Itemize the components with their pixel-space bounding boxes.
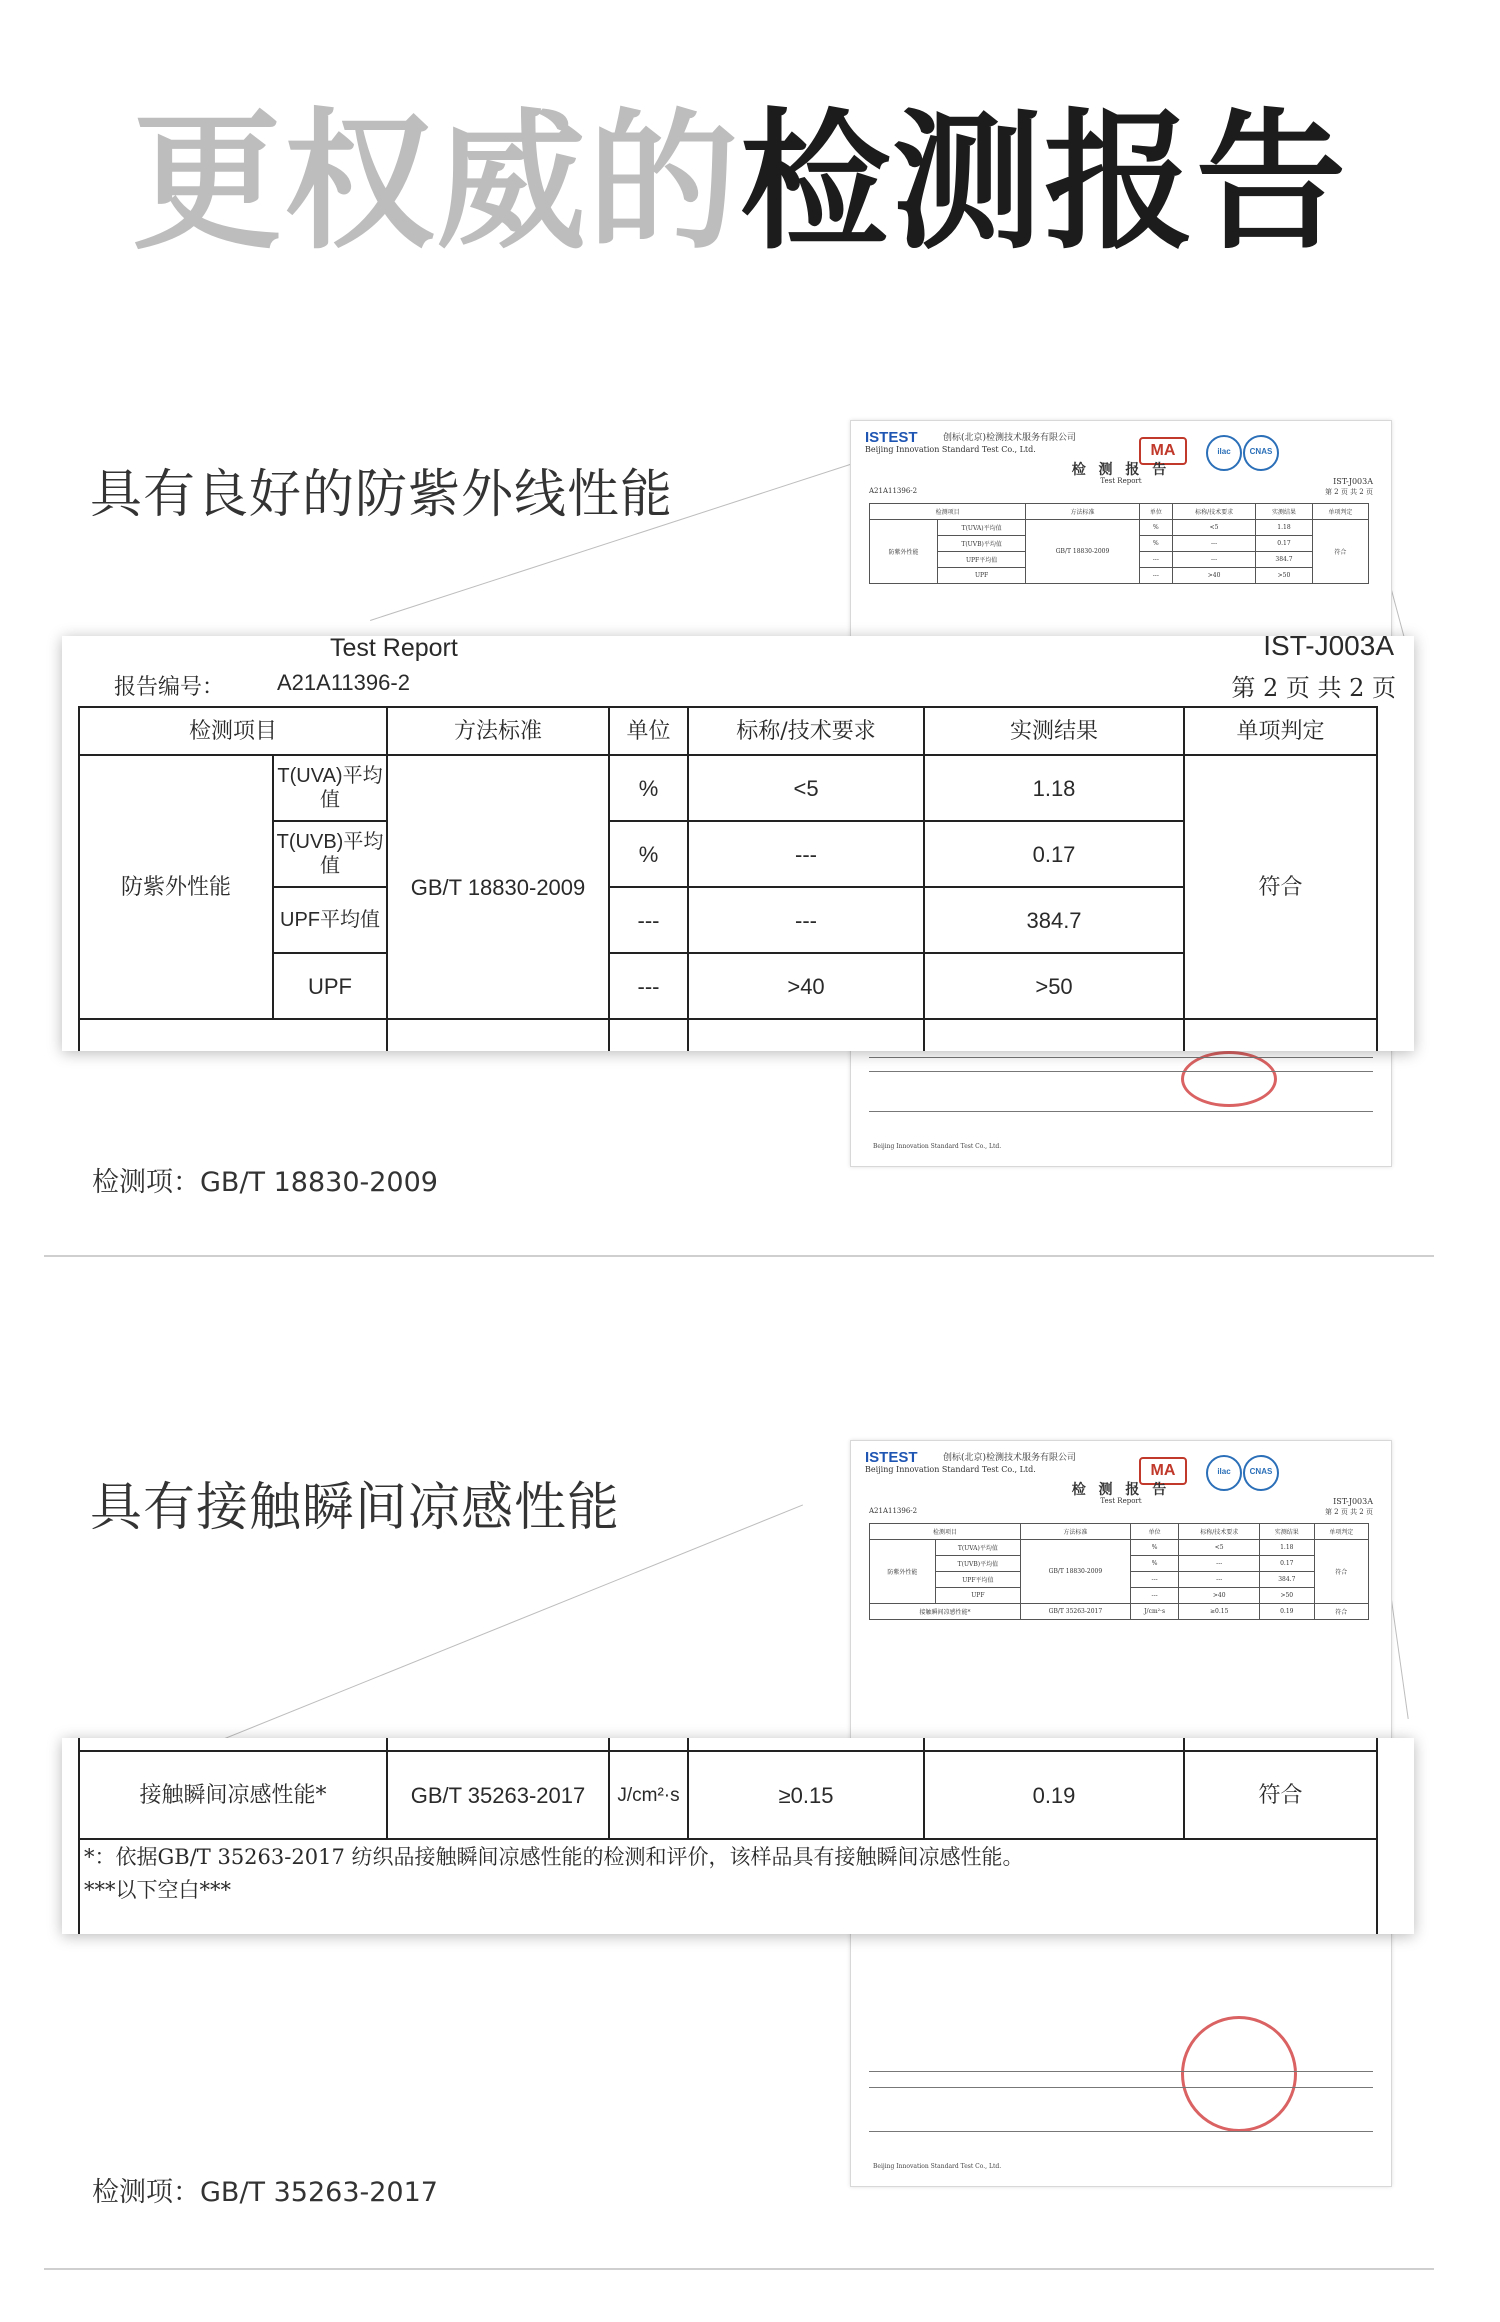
requirement-cell: --- bbox=[688, 821, 924, 887]
method-cell: GB/T 35263-2017 bbox=[387, 1751, 609, 1839]
mini-cell: 接触瞬间凉感性能* bbox=[870, 1604, 1021, 1620]
item-cell: T(UVA)平均值 bbox=[273, 755, 387, 821]
footer-rule bbox=[869, 1111, 1373, 1112]
headline-dark: 检测报告 bbox=[740, 96, 1349, 270]
requirement-cell: --- bbox=[688, 887, 924, 953]
unit-cell: J/cm²·s bbox=[609, 1751, 688, 1839]
mini-cell: 符合 bbox=[1312, 520, 1368, 584]
empty-cell bbox=[924, 1738, 1184, 1751]
uv-result-table bbox=[78, 706, 1378, 1051]
page-info: 第 2 页 共 2 页 bbox=[1231, 674, 1396, 702]
mini-cell: 检测项目 bbox=[870, 504, 1026, 520]
thumb-page: 第 2 页 共 2 页 bbox=[1324, 1508, 1373, 1516]
mini-cell: 标称/技术要求 bbox=[1172, 504, 1256, 520]
mini-cell: 0.19 bbox=[1260, 1604, 1314, 1620]
mini-cell: GB/T 35263-2017 bbox=[1021, 1604, 1131, 1620]
unit-cell: --- bbox=[609, 953, 688, 1019]
mini-cell: UPF bbox=[937, 568, 1025, 584]
mini-cell: T(UVA)平均值 bbox=[937, 520, 1025, 536]
footer-rule bbox=[869, 2087, 1373, 2088]
mini-cell: 防紫外性能 bbox=[870, 520, 938, 584]
mini-cell: --- bbox=[1179, 1556, 1260, 1572]
mini-cell: --- bbox=[1130, 1572, 1179, 1588]
connector-line bbox=[1391, 590, 1405, 639]
mini-cell: % bbox=[1139, 536, 1172, 552]
mini-cell: 标称/技术要求 bbox=[1179, 1524, 1260, 1540]
empty-cell bbox=[609, 1019, 688, 1051]
mini-cell: T(UVA)平均值 bbox=[935, 1540, 1020, 1556]
ma-logo: MA bbox=[1139, 1457, 1187, 1485]
mini-cell: 单项判定 bbox=[1314, 1524, 1368, 1540]
mini-cell: >50 bbox=[1260, 1588, 1314, 1604]
mini-cell: >50 bbox=[1256, 568, 1312, 584]
header-cell: 检测项目 bbox=[79, 707, 387, 755]
section2-title: 具有接触瞬间凉感性能 bbox=[90, 1478, 621, 1538]
mini-cell: UPF平均值 bbox=[935, 1572, 1020, 1588]
header-cell: 单项判定 bbox=[1184, 707, 1377, 755]
category-cell: 防紫外性能 bbox=[79, 755, 273, 1019]
empty-cell bbox=[688, 1019, 924, 1051]
headline-light: 更权威的 bbox=[132, 96, 741, 270]
report-code: IST-J003A bbox=[1263, 636, 1394, 661]
result-cell: 0.19 bbox=[924, 1751, 1184, 1839]
report-no-label: 报告编号： bbox=[114, 675, 225, 700]
thumb-subtitle: Test Report bbox=[1100, 1497, 1142, 1505]
thumb-page: 第 2 页 共 2 页 bbox=[1324, 488, 1373, 496]
mini-cell: --- bbox=[1139, 552, 1172, 568]
thumb-footer: Beijing Innovation Standard Test Co., Ltd. bbox=[873, 1143, 1002, 1150]
judgement-cell: 符合 bbox=[1184, 755, 1377, 1019]
cnas-logo: CNAS bbox=[1243, 1455, 1279, 1491]
empty-cell bbox=[1184, 1019, 1377, 1051]
item-cell: 接触瞬间凉感性能* bbox=[79, 1751, 387, 1839]
requirement-cell: <5 bbox=[688, 755, 924, 821]
brand-cn: 创标(北京)检测技术服务有限公司 bbox=[943, 433, 1077, 443]
thumb-subtitle: Test Report bbox=[1100, 477, 1142, 485]
footer-rule bbox=[869, 2131, 1373, 2132]
mini-cell: 0.17 bbox=[1256, 536, 1312, 552]
mini-cell: 单项判定 bbox=[1312, 504, 1368, 520]
page-headline bbox=[132, 96, 1349, 270]
footer-rule bbox=[869, 1057, 1373, 1058]
mini-cell: 单位 bbox=[1139, 504, 1172, 520]
result-cell: 384.7 bbox=[924, 887, 1184, 953]
mini-cell: --- bbox=[1130, 1588, 1179, 1604]
note-cell bbox=[79, 1839, 1377, 1934]
report-no: A21A11396-2 bbox=[277, 670, 410, 695]
header-cell: 方法标准 bbox=[387, 707, 609, 755]
requirement-cell: >40 bbox=[688, 953, 924, 1019]
mini-cell: T(UVB)平均值 bbox=[937, 536, 1025, 552]
empty-cell bbox=[1184, 1738, 1377, 1751]
mini-cell: J/cm²·s bbox=[1130, 1604, 1179, 1620]
mini-cell: >40 bbox=[1172, 568, 1256, 584]
thumb-table bbox=[869, 503, 1369, 584]
thumb-report-no: A21A11396-2 bbox=[869, 1507, 918, 1515]
section-divider bbox=[44, 1255, 1434, 1257]
thumb-footer: Beijing Innovation Standard Test Co., Ltd. bbox=[873, 2163, 1002, 2170]
mini-cell: 实测结果 bbox=[1256, 504, 1312, 520]
report-zoom-card bbox=[62, 636, 1414, 1051]
mini-cell: 方法标准 bbox=[1021, 1524, 1131, 1540]
section1-title: 具有良好的防紫外线性能 bbox=[90, 465, 674, 525]
mini-cell: ≥0.15 bbox=[1179, 1604, 1260, 1620]
mini-cell: >40 bbox=[1179, 1588, 1260, 1604]
mini-cell: 0.17 bbox=[1260, 1556, 1314, 1572]
footnote: *：依据GB/T 35263-2017 纺织品接触瞬间凉感性能的检测和评价，该样品具有接触瞬间凉感性能。 bbox=[84, 1845, 1024, 1869]
mini-cell: 检测项目 bbox=[870, 1524, 1021, 1540]
result-cell: >50 bbox=[924, 953, 1184, 1019]
thumb-title: 检 测 报 告 bbox=[1071, 1482, 1171, 1498]
official-seal bbox=[1181, 2016, 1297, 2132]
mini-cell: 方法标准 bbox=[1026, 504, 1140, 520]
header-cell: 单位 bbox=[609, 707, 688, 755]
empty-cell bbox=[79, 1019, 387, 1051]
brand-en: Beijing Innovation Standard Test Co., Ltd. bbox=[865, 445, 1036, 454]
requirement-cell: ≥0.15 bbox=[688, 1751, 924, 1839]
mini-cell: 1.18 bbox=[1256, 520, 1312, 536]
mini-cell: 实测结果 bbox=[1260, 1524, 1314, 1540]
brand-en: Beijing Innovation Standard Test Co., Ltd. bbox=[865, 1465, 1036, 1474]
cooling-result-table bbox=[78, 1738, 1378, 1934]
official-seal bbox=[1181, 1051, 1277, 1107]
cnas-logo: CNAS bbox=[1243, 435, 1279, 471]
mini-cell: GB/T 18830-2009 bbox=[1021, 1540, 1131, 1604]
thumb-code: IST-J003A bbox=[1333, 477, 1373, 486]
mini-cell: % bbox=[1130, 1556, 1179, 1572]
header-cell: 标称/技术要求 bbox=[688, 707, 924, 755]
judgement-cell: 符合 bbox=[1184, 1751, 1377, 1839]
blank-marker: ***以下空白*** bbox=[84, 1878, 231, 1902]
ilac-logo: ilac bbox=[1206, 435, 1242, 471]
mini-cell: 384.7 bbox=[1260, 1572, 1314, 1588]
mini-cell: <5 bbox=[1179, 1540, 1260, 1556]
thumb-table bbox=[869, 1523, 1369, 1620]
mini-cell: --- bbox=[1172, 536, 1256, 552]
unit-cell: % bbox=[609, 755, 688, 821]
mini-cell: 符合 bbox=[1314, 1540, 1368, 1604]
section1-check-item: 检测项：GB/T 18830-2009 bbox=[92, 1167, 438, 1198]
footer-rule bbox=[869, 1071, 1373, 1072]
mini-cell: % bbox=[1130, 1540, 1179, 1556]
ilac-logo: ilac bbox=[1206, 1455, 1242, 1491]
item-cell: UPF平均值 bbox=[273, 887, 387, 953]
mini-cell: --- bbox=[1139, 568, 1172, 584]
istest-logo: ISTEST bbox=[865, 1449, 918, 1466]
mini-cell: 384.7 bbox=[1256, 552, 1312, 568]
empty-cell bbox=[688, 1738, 924, 1751]
section2-check-item: 检测项：GB/T 35263-2017 bbox=[92, 2177, 438, 2208]
header-cell: 实测结果 bbox=[924, 707, 1184, 755]
result-cell: 0.17 bbox=[924, 821, 1184, 887]
thumb-code: IST-J003A bbox=[1333, 1497, 1373, 1506]
connector-line bbox=[200, 1505, 803, 1749]
mini-cell: 1.18 bbox=[1260, 1540, 1314, 1556]
report-title-en: Test Report bbox=[330, 636, 458, 662]
unit-cell: % bbox=[609, 821, 688, 887]
thumb-report-no: A21A11396-2 bbox=[869, 487, 918, 495]
section-divider bbox=[44, 2268, 1434, 2270]
istest-logo: ISTEST bbox=[865, 429, 918, 446]
connector-line bbox=[1391, 1600, 1409, 1719]
result-cell: 1.18 bbox=[924, 755, 1184, 821]
empty-cell bbox=[609, 1738, 688, 1751]
mini-cell: % bbox=[1139, 520, 1172, 536]
mini-cell: 单位 bbox=[1130, 1524, 1179, 1540]
brand-cn: 创标(北京)检测技术服务有限公司 bbox=[943, 1453, 1077, 1463]
ma-logo: MA bbox=[1139, 437, 1187, 465]
mini-cell: <5 bbox=[1172, 520, 1256, 536]
mini-cell: UPF平均值 bbox=[937, 552, 1025, 568]
empty-cell bbox=[924, 1019, 1184, 1051]
empty-cell bbox=[387, 1738, 609, 1751]
item-cell: T(UVB)平均值 bbox=[273, 821, 387, 887]
mini-cell: GB/T 18830-2009 bbox=[1026, 520, 1140, 584]
thumb-title: 检 测 报 告 bbox=[1071, 462, 1171, 478]
footer-rule bbox=[869, 2071, 1373, 2072]
mini-cell: 符合 bbox=[1314, 1604, 1368, 1620]
mini-cell: --- bbox=[1179, 1572, 1260, 1588]
mini-cell: UPF bbox=[935, 1588, 1020, 1604]
item-cell: UPF bbox=[273, 953, 387, 1019]
mini-cell: --- bbox=[1172, 552, 1256, 568]
report-zoom-card bbox=[62, 1738, 1414, 1934]
empty-cell bbox=[387, 1019, 609, 1051]
unit-cell: --- bbox=[609, 887, 688, 953]
method-cell: GB/T 18830-2009 bbox=[387, 755, 609, 1019]
empty-cell bbox=[79, 1738, 387, 1751]
mini-cell: 防紫外性能 bbox=[870, 1540, 936, 1604]
mini-cell: T(UVB)平均值 bbox=[935, 1556, 1020, 1572]
